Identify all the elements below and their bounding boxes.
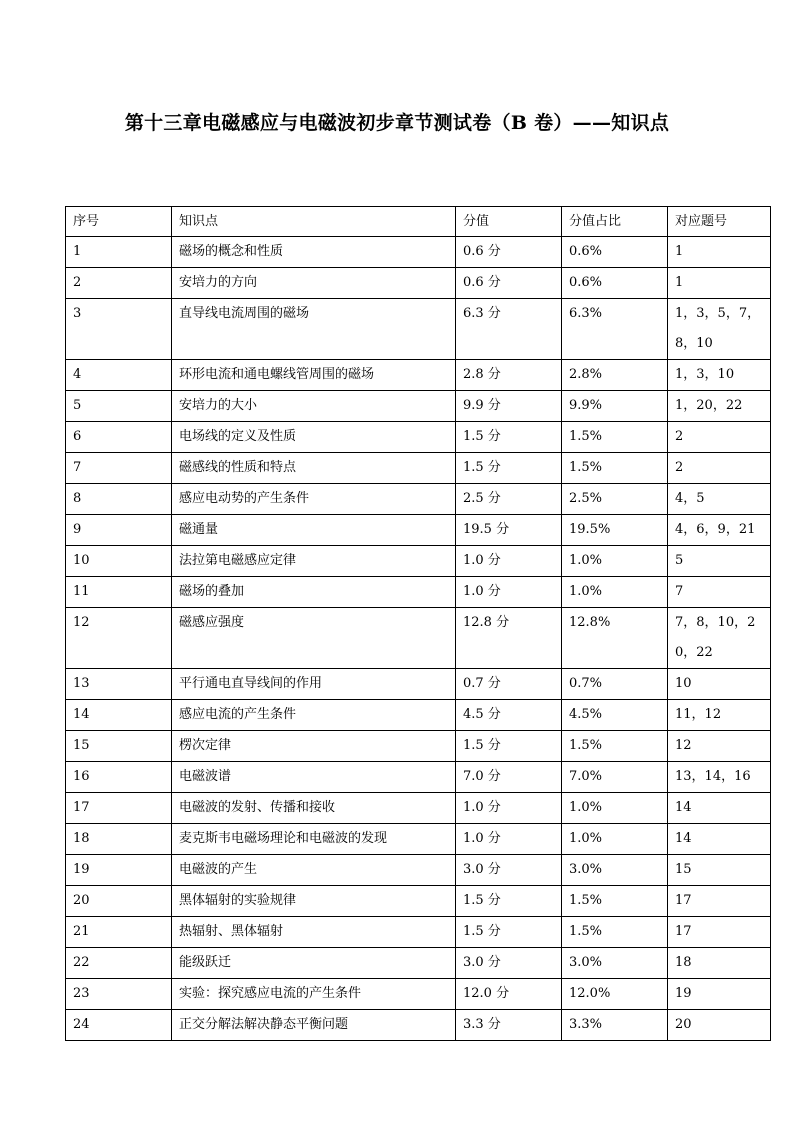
cell-ratio	[562, 360, 668, 391]
cell-score	[456, 299, 562, 360]
cell-ratio	[562, 731, 668, 762]
cell-questions-text: 1	[675, 275, 684, 290]
cell-topic	[172, 731, 456, 762]
cell-score-text: 12.8 分	[463, 615, 510, 630]
table-row	[66, 700, 771, 731]
cell-questions	[668, 515, 771, 546]
cell-score-text: 1.0 分	[463, 800, 501, 815]
cell-topic	[172, 1010, 456, 1041]
cell-score	[456, 515, 562, 546]
cell-ratio	[562, 391, 668, 422]
table-row	[66, 360, 771, 391]
cell-questions	[668, 546, 771, 577]
cell-ratio	[562, 608, 668, 669]
cell-questions	[668, 608, 771, 669]
cell-questions	[668, 731, 771, 762]
cell-ratio	[562, 299, 668, 360]
table-row	[66, 886, 771, 917]
table-row	[66, 237, 771, 268]
table-row	[66, 731, 771, 762]
cell-topic-text: 感应电流的产生条件	[179, 707, 297, 722]
cell-score-text: 0.7 分	[463, 676, 501, 691]
table-row	[66, 268, 771, 299]
cell-score	[456, 917, 562, 948]
cell-score-text: 0.6 分	[463, 244, 501, 259]
cell-ratio	[562, 700, 668, 731]
cell-no	[66, 731, 172, 762]
cell-topic	[172, 484, 456, 515]
cell-ratio-text: 2.5%	[569, 491, 603, 506]
cell-ratio-text: 1.0%	[569, 553, 603, 568]
cell-ratio	[562, 1010, 668, 1041]
table-row	[66, 762, 771, 793]
cell-ratio	[562, 979, 668, 1010]
header-no: 序号	[66, 207, 172, 237]
cell-ratio	[562, 948, 668, 979]
cell-questions-text: 1，3，5，7，8，10	[675, 306, 761, 351]
cell-no-text: 18	[73, 831, 90, 846]
cell-no-text: 7	[73, 460, 82, 475]
cell-topic	[172, 948, 456, 979]
table-row	[66, 793, 771, 824]
cell-score	[456, 268, 562, 299]
cell-questions-text: 17	[675, 893, 692, 908]
cell-no-text: 13	[73, 676, 90, 691]
cell-topic-text: 磁感线的性质和特点	[179, 460, 297, 475]
cell-no	[66, 422, 172, 453]
cell-questions	[668, 762, 771, 793]
cell-questions	[668, 979, 771, 1010]
cell-questions-text: 18	[675, 955, 692, 970]
cell-ratio-text: 9.9%	[569, 398, 603, 413]
cell-ratio	[562, 453, 668, 484]
cell-topic	[172, 917, 456, 948]
cell-topic-text: 环形电流和通电螺线管周围的磁场	[179, 367, 375, 382]
table-row	[66, 855, 771, 886]
cell-score-text: 2.5 分	[463, 491, 501, 506]
cell-topic	[172, 453, 456, 484]
table-row	[66, 917, 771, 948]
cell-topic	[172, 360, 456, 391]
cell-topic	[172, 237, 456, 268]
cell-questions-text: 7，8，10，20，22	[675, 615, 756, 660]
cell-ratio-text: 0.7%	[569, 676, 603, 691]
cell-questions	[668, 422, 771, 453]
cell-score-text: 1.0 分	[463, 553, 501, 568]
cell-score-text: 3.0 分	[463, 862, 501, 877]
cell-topic-text: 能级跃迁	[179, 955, 232, 970]
cell-score-text: 3.3 分	[463, 1017, 501, 1032]
cell-topic	[172, 391, 456, 422]
cell-no	[66, 979, 172, 1010]
cell-score	[456, 391, 562, 422]
cell-score-text: 19.5 分	[463, 522, 510, 537]
cell-score	[456, 360, 562, 391]
cell-no-text: 5	[73, 398, 82, 413]
cell-questions-text: 14	[675, 800, 692, 815]
cell-no	[66, 608, 172, 669]
table-row	[66, 824, 771, 855]
cell-no-text: 1	[73, 244, 82, 259]
cell-topic	[172, 422, 456, 453]
cell-score	[456, 1010, 562, 1041]
table-row	[66, 422, 771, 453]
table-row	[66, 453, 771, 484]
cell-questions	[668, 237, 771, 268]
cell-ratio	[562, 917, 668, 948]
cell-topic	[172, 793, 456, 824]
cell-ratio	[562, 886, 668, 917]
cell-questions	[668, 360, 771, 391]
cell-score	[456, 422, 562, 453]
table-row	[66, 1010, 771, 1041]
cell-ratio	[562, 515, 668, 546]
page-title: 第十三章电磁感应与电磁波初步章节测试卷（B 卷）——知识点	[124, 112, 670, 134]
cell-no	[66, 237, 172, 268]
cell-questions	[668, 391, 771, 422]
cell-topic-text: 楞次定律	[179, 738, 232, 753]
cell-no	[66, 948, 172, 979]
cell-topic-text: 磁通量	[179, 522, 219, 537]
cell-topic-text: 磁感应强度	[179, 615, 245, 630]
cell-questions-text: 1，3，10	[675, 367, 735, 382]
cell-ratio-text: 4.5%	[569, 707, 603, 722]
cell-topic-text: 直导线电流周围的磁场	[179, 306, 310, 321]
header-score: 分值	[456, 207, 562, 237]
cell-ratio-text: 3.0%	[569, 862, 603, 877]
cell-topic-text: 感应电动势的产生条件	[179, 491, 310, 506]
cell-no	[66, 700, 172, 731]
cell-score	[456, 484, 562, 515]
cell-ratio-text: 1.5%	[569, 924, 603, 939]
cell-ratio	[562, 793, 668, 824]
cell-no	[66, 577, 172, 608]
cell-no	[66, 268, 172, 299]
cell-ratio-text: 1.5%	[569, 460, 603, 475]
table-row	[66, 948, 771, 979]
cell-score-text: 1.0 分	[463, 831, 501, 846]
cell-ratio	[562, 762, 668, 793]
cell-score	[456, 979, 562, 1010]
cell-no-text: 17	[73, 800, 90, 815]
cell-topic-text: 法拉第电磁感应定律	[179, 553, 297, 568]
cell-topic-text: 麦克斯韦电磁场理论和电磁波的发现	[179, 831, 388, 846]
cell-topic-text: 电磁波谱	[179, 769, 232, 784]
cell-topic-text: 平行通电直导线间的作用	[179, 676, 323, 691]
cell-questions-text: 2	[675, 429, 684, 444]
cell-score-text: 4.5 分	[463, 707, 501, 722]
cell-no-text: 9	[73, 522, 82, 537]
cell-score-text: 1.5 分	[463, 738, 501, 753]
table-row	[66, 515, 771, 546]
cell-questions	[668, 793, 771, 824]
cell-questions-text: 4，6，9，21	[675, 522, 756, 537]
cell-score-text: 1.5 分	[463, 460, 501, 475]
cell-topic-text: 正交分解法解决静态平衡问题	[179, 1017, 349, 1032]
knowledge-point-table	[65, 206, 771, 1041]
header-ratio: 分值占比	[562, 207, 668, 237]
cell-ratio-text: 3.0%	[569, 955, 603, 970]
cell-no-text: 10	[73, 553, 90, 568]
cell-questions-text: 10	[675, 676, 692, 691]
cell-no	[66, 824, 172, 855]
cell-ratio	[562, 268, 668, 299]
cell-no-text: 23	[73, 986, 90, 1001]
cell-questions-text: 13，14，16	[675, 769, 751, 784]
cell-topic	[172, 700, 456, 731]
cell-questions-text: 20	[675, 1017, 692, 1032]
cell-topic-text: 电场线的定义及性质	[179, 429, 297, 444]
cell-no	[66, 917, 172, 948]
cell-no-text: 19	[73, 862, 90, 877]
cell-no-text: 12	[73, 615, 90, 630]
cell-no-text: 8	[73, 491, 82, 506]
cell-no-text: 4	[73, 367, 82, 382]
cell-topic	[172, 855, 456, 886]
cell-ratio-text: 12.0%	[569, 986, 611, 1001]
cell-score	[456, 731, 562, 762]
cell-score	[456, 669, 562, 700]
cell-questions-text: 1，20，22	[675, 398, 743, 413]
cell-questions	[668, 268, 771, 299]
cell-no	[66, 484, 172, 515]
cell-score-text: 3.0 分	[463, 955, 501, 970]
cell-topic	[172, 546, 456, 577]
cell-score-text: 6.3 分	[463, 306, 501, 321]
cell-questions	[668, 824, 771, 855]
cell-score	[456, 948, 562, 979]
header-questions: 对应题号	[668, 207, 771, 237]
cell-questions	[668, 948, 771, 979]
cell-topic-text: 安培力的大小	[179, 398, 258, 413]
cell-topic-text: 电磁波的产生	[179, 862, 258, 877]
cell-no	[66, 886, 172, 917]
cell-questions-text: 5	[675, 553, 684, 568]
cell-no	[66, 669, 172, 700]
cell-ratio	[562, 577, 668, 608]
cell-questions	[668, 484, 771, 515]
cell-ratio-text: 6.3%	[569, 306, 603, 321]
cell-no-text: 20	[73, 893, 90, 908]
cell-score-text: 1.5 分	[463, 429, 501, 444]
table-row	[66, 299, 771, 360]
cell-questions-text: 1	[675, 244, 684, 259]
cell-questions-text: 7	[675, 584, 684, 599]
cell-score-text: 9.9 分	[463, 398, 501, 413]
cell-questions	[668, 669, 771, 700]
cell-score	[456, 762, 562, 793]
cell-score-text: 7.0 分	[463, 769, 501, 784]
cell-no	[66, 762, 172, 793]
cell-no	[66, 299, 172, 360]
cell-no-text: 6	[73, 429, 82, 444]
cell-topic-text: 磁场的叠加	[179, 584, 245, 599]
cell-topic-text: 电磁波的发射、传播和接收	[179, 800, 336, 815]
cell-questions	[668, 886, 771, 917]
cell-score-text: 0.6 分	[463, 275, 501, 290]
cell-no	[66, 793, 172, 824]
cell-topic-text: 实验：探究感应电流的产生条件	[179, 986, 362, 1001]
cell-score-text: 2.8 分	[463, 367, 501, 382]
cell-score-text: 12.0 分	[463, 986, 510, 1001]
cell-no-text: 14	[73, 707, 90, 722]
cell-questions-text: 17	[675, 924, 692, 939]
table-body	[66, 237, 771, 1041]
cell-no	[66, 1010, 172, 1041]
cell-topic	[172, 268, 456, 299]
cell-topic-text: 黑体辐射的实验规律	[179, 893, 297, 908]
cell-topic	[172, 608, 456, 669]
cell-ratio	[562, 546, 668, 577]
cell-score	[456, 237, 562, 268]
cell-ratio-text: 0.6%	[569, 244, 603, 259]
cell-questions	[668, 577, 771, 608]
cell-no	[66, 453, 172, 484]
cell-topic	[172, 886, 456, 917]
cell-ratio	[562, 669, 668, 700]
cell-questions	[668, 1010, 771, 1041]
cell-questions-text: 2	[675, 460, 684, 475]
cell-score	[456, 608, 562, 669]
cell-ratio-text: 3.3%	[569, 1017, 603, 1032]
cell-topic	[172, 669, 456, 700]
table-row	[66, 546, 771, 577]
cell-questions-text: 12	[675, 738, 692, 753]
cell-ratio-text: 12.8%	[569, 615, 611, 630]
cell-topic	[172, 299, 456, 360]
cell-questions-text: 4，5	[675, 491, 705, 506]
cell-questions	[668, 453, 771, 484]
cell-no-text: 21	[73, 924, 90, 939]
cell-questions-text: 14	[675, 831, 692, 846]
cell-score-text: 1.0 分	[463, 584, 501, 599]
cell-ratio-text: 1.0%	[569, 800, 603, 815]
table-row	[66, 577, 771, 608]
cell-topic-text: 安培力的方向	[179, 275, 258, 290]
cell-questions	[668, 855, 771, 886]
table-header-row	[66, 207, 771, 237]
cell-ratio-text: 1.5%	[569, 738, 603, 753]
cell-no-text: 24	[73, 1017, 90, 1032]
cell-score	[456, 886, 562, 917]
cell-no	[66, 515, 172, 546]
cell-ratio-text: 1.5%	[569, 429, 603, 444]
cell-no	[66, 855, 172, 886]
cell-topic-text: 热辐射、黑体辐射	[179, 924, 284, 939]
table-row	[66, 484, 771, 515]
cell-score	[456, 453, 562, 484]
cell-questions	[668, 299, 771, 360]
cell-no	[66, 391, 172, 422]
cell-score	[456, 546, 562, 577]
cell-topic	[172, 515, 456, 546]
cell-questions	[668, 700, 771, 731]
cell-ratio	[562, 855, 668, 886]
cell-score	[456, 577, 562, 608]
cell-no-text: 15	[73, 738, 90, 753]
cell-no-text: 22	[73, 955, 90, 970]
cell-ratio-text: 1.0%	[569, 584, 603, 599]
table-row	[66, 391, 771, 422]
cell-ratio	[562, 484, 668, 515]
cell-ratio	[562, 422, 668, 453]
cell-topic	[172, 979, 456, 1010]
cell-ratio-text: 1.0%	[569, 831, 603, 846]
table-row	[66, 979, 771, 1010]
cell-score	[456, 700, 562, 731]
cell-no	[66, 546, 172, 577]
cell-questions-text: 11，12	[675, 707, 722, 722]
cell-topic	[172, 762, 456, 793]
cell-ratio-text: 2.8%	[569, 367, 603, 382]
cell-no	[66, 360, 172, 391]
cell-topic	[172, 577, 456, 608]
cell-ratio-text: 1.5%	[569, 893, 603, 908]
header-topic: 知识点	[172, 207, 456, 237]
cell-no-text: 2	[73, 275, 82, 290]
cell-no-text: 3	[73, 306, 82, 321]
cell-ratio	[562, 237, 668, 268]
cell-ratio	[562, 824, 668, 855]
cell-topic	[172, 824, 456, 855]
cell-questions-text: 15	[675, 862, 692, 877]
cell-no-text: 11	[73, 584, 90, 599]
cell-ratio-text: 19.5%	[569, 522, 611, 537]
cell-score	[456, 824, 562, 855]
table-row	[66, 669, 771, 700]
cell-score	[456, 793, 562, 824]
cell-topic-text: 磁场的概念和性质	[179, 244, 284, 259]
cell-ratio-text: 0.6%	[569, 275, 603, 290]
cell-score-text: 1.5 分	[463, 924, 501, 939]
cell-questions	[668, 917, 771, 948]
table-row	[66, 608, 771, 669]
cell-no-text: 16	[73, 769, 90, 784]
cell-questions-text: 19	[675, 986, 692, 1001]
cell-score	[456, 855, 562, 886]
cell-score-text: 1.5 分	[463, 893, 501, 908]
cell-ratio-text: 7.0%	[569, 769, 603, 784]
